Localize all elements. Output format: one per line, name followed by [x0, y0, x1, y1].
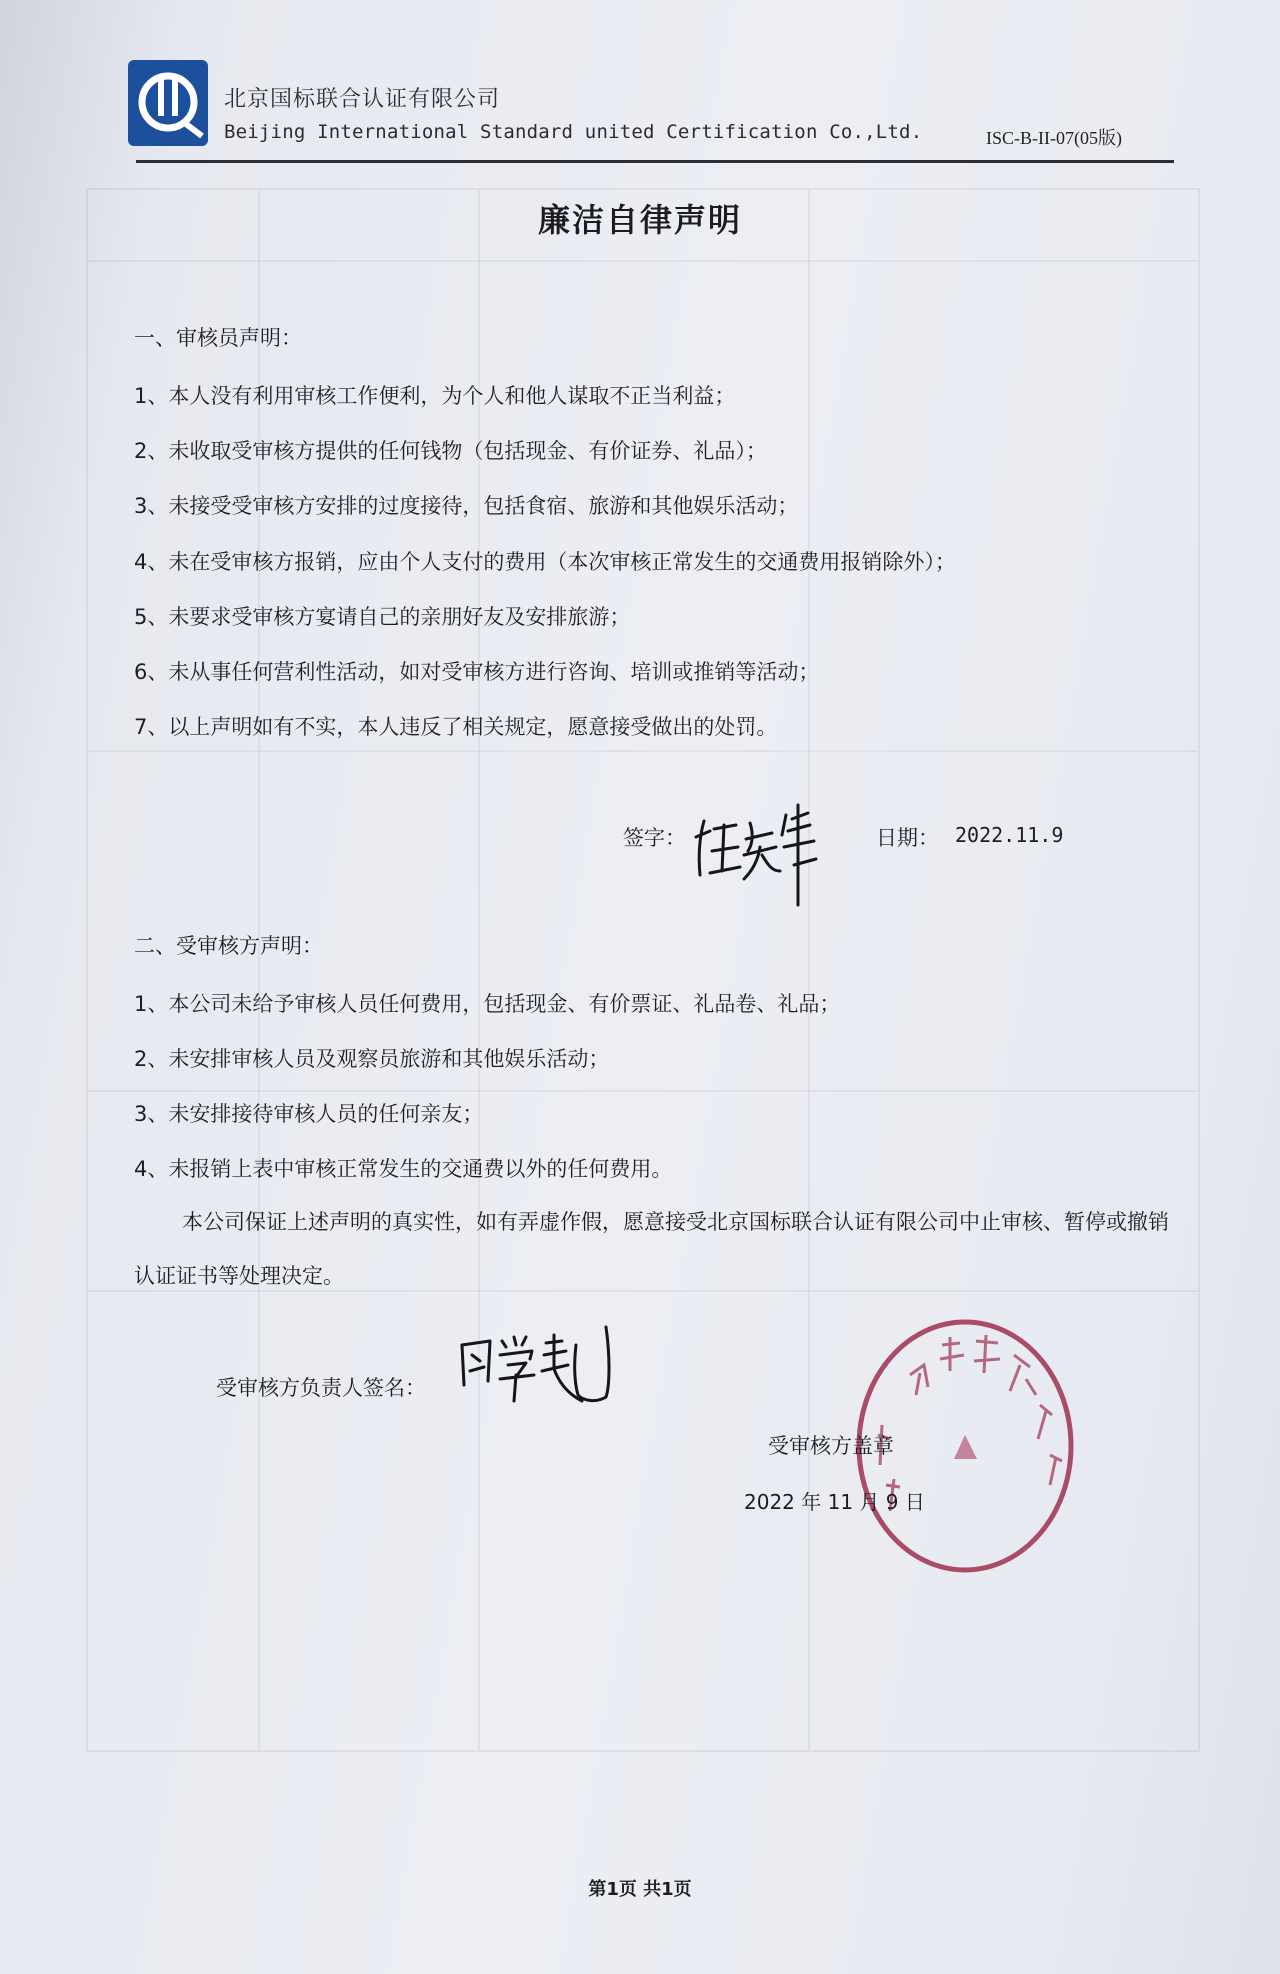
auditee-item: 4、未报销上表中审核正常发生的交通费以外的任何费用。	[134, 1157, 673, 1181]
seal-date: 2022 年 11 月 9 日	[744, 1490, 925, 1514]
auditor-item: 1、本人没有利用审核工作便利，为个人和他人谋取不正当利益；	[134, 384, 736, 408]
auditee-item: 2、未安排审核人员及观察员旅游和其他娱乐活动；	[134, 1047, 610, 1071]
company-logo-icon	[126, 58, 210, 148]
auditor-date-value: 2022.11.9	[955, 823, 1064, 847]
responsible-handwritten-signature	[450, 1315, 620, 1415]
company-name-cn: 北京国标联合认证有限公司	[224, 87, 501, 112]
auditor-item: 2、未收取受审核方提供的任何钱物（包括现金、有价证券、礼品）；	[134, 439, 767, 463]
auditee-item: 1、本公司未给予审核人员任何费用，包括现金、有价票证、礼品卷、礼品；	[134, 992, 841, 1016]
document-code: ISC-B-II-07(05版)	[986, 128, 1122, 148]
guarantee-paragraph: 本公司保证上述声明的真实性，如有弄虚作假，愿意接受北京国标联合认证有限公司中止审核、暂停或撤销认证证书等处理决定。	[134, 1210, 1169, 1288]
auditor-signature-label: 签字：	[623, 826, 686, 850]
auditor-item: 6、未从事任何营利性活动，如对受审核方进行咨询、培训或推销等活动；	[134, 660, 820, 684]
company-name-en: Beijing International Standard united Certification Co.,Ltd.	[224, 121, 923, 143]
auditee-item: 3、未安排接待审核人员的任何亲友；	[134, 1102, 484, 1126]
auditor-handwritten-signature	[690, 795, 830, 915]
auditor-item: 5、未要求受审核方宴请自己的亲朋好友及安排旅游；	[134, 605, 631, 629]
auditor-item: 4、未在受审核方报销，应由个人支付的费用（本次审核正常发生的交通费用报销除外）；	[134, 550, 956, 574]
auditee-section-heading: 二、受审核方声明：	[134, 934, 323, 958]
auditor-section-heading: 一、审核员声明：	[134, 326, 302, 350]
auditor-date-label: 日期：	[876, 826, 939, 850]
page-number: 第1页 共1页	[588, 1879, 692, 1900]
document-title: 廉洁自律声明	[537, 201, 742, 239]
responsible-signature-label: 受审核方负责人签名：	[216, 1376, 426, 1400]
auditor-item: 7、以上声明如有不实，本人违反了相关规定，愿意接受做出的处罚。	[134, 715, 778, 739]
seal-label: 受审核方盖章	[768, 1434, 894, 1458]
header-rule	[136, 160, 1174, 163]
auditor-item: 3、未接受受审核方安排的过度接待，包括食宿、旅游和其他娱乐活动；	[134, 494, 799, 518]
